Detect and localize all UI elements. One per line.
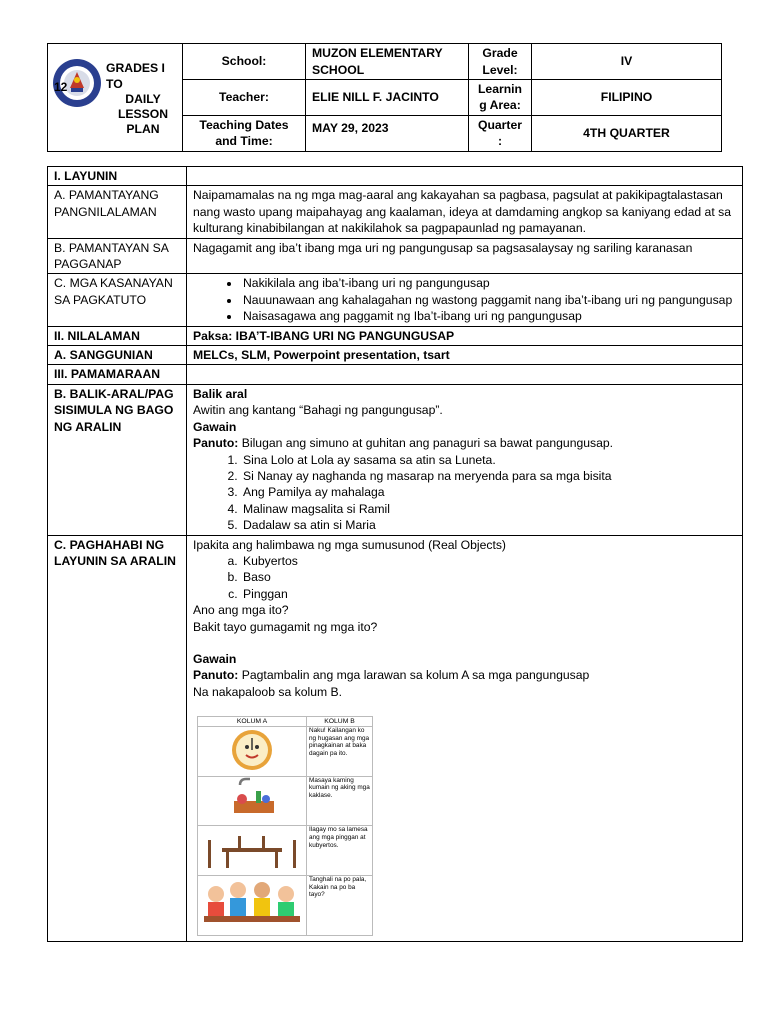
gawain-title-2: Gawain [193, 651, 237, 666]
balik-aral-title: Balik aral [193, 386, 248, 401]
list-item: 5. Dadalaw sa atin si Maria [241, 517, 736, 533]
sink-image [198, 776, 307, 826]
school-value: MUZON ELEMENTARY SCHOOL [306, 44, 469, 80]
panuto-label: Panuto: [193, 436, 239, 451]
kolum-b-text-4: Tanghali na po pala, Kakain na po ba tayo? [307, 875, 373, 935]
area-label: Learnin g Area: [469, 80, 532, 116]
clock-image [198, 727, 307, 777]
paghahabi-intro: Ipakita ang halimbawa ng mga sumusunod (Real Objects) [193, 537, 506, 552]
school-label: School: [183, 44, 306, 80]
grades-12-label: 12 [54, 80, 68, 94]
panuto-text: Bilugan ang simuno at guhitan ang panaguri sa bawat pangungusap. [238, 436, 614, 451]
area-value: FILIPINO [532, 80, 722, 116]
clock-icon [198, 727, 306, 773]
pamamaraan-heading: III. PAMAMARAAN [48, 365, 187, 384]
spacer [193, 635, 736, 651]
nilalaman-text: Paksa: IBA’T-IBANG URI NG PANGUNGUSAP [187, 326, 743, 345]
panuto-text-2: Pagtambalin ang mga larawan sa kolum A sa mga pangungusap [238, 668, 590, 683]
question-1: Ano ang mga ito? [193, 603, 289, 618]
dll-label: DAILY LESSON PLAN [117, 92, 169, 136]
balik-list [193, 452, 736, 534]
lesson-plan-table [47, 166, 743, 942]
grades-label: GRADES I TO [106, 61, 165, 92]
gawain-title: Gawain [193, 419, 237, 434]
kids-eating-icon [198, 876, 306, 932]
balik-panuto [193, 435, 736, 451]
kolum-b-header: KOLUM B [307, 717, 373, 727]
pamantayang-text: Naipamamalas na ng mga mag-aaral ang kakayahan sa pagbasa, pagsulat at pakikipagtalastasan nang wasto upang maipahayag ang kaalaman, ideya at damdaming angkop sa kaniyang edad at sa kulturang kinabibilangan at nakikilahok sa pagpapaunlad ng pamayanan. [187, 186, 743, 238]
balik-aral-cell [187, 384, 743, 535]
balik-aral-label: B. BALIK-ARAL/PAGSISIMULA NG BAGONG ARALIN [48, 384, 187, 535]
kolum-b-text-1: Naku! Kailangan ko ng hugasan ang mga pinagkainan at baka dagain pa ito. [307, 727, 373, 777]
kids-image [198, 875, 307, 935]
nilalaman-heading: II. NILALAMAN [48, 326, 187, 345]
grade-label: Grade Level: [469, 44, 532, 80]
pagganap-text: Nagagamit ang iba’t ibang mga uri ng pangungusap sa pagsasalaysay ng sariling karanasan [187, 238, 743, 274]
pamamaraan-empty [187, 365, 743, 384]
paghahabi-label: C. PAGHAHABI NG LAYUNIN SA ARALIN [48, 535, 187, 941]
pamantayang-label: A. PAMANTAYANG PANGNILALAMAN [48, 186, 187, 238]
balik-aral-line: Awitin ang kantang “Bahagi ng pangungusap”. [193, 403, 443, 418]
layunin-heading: I. LAYUNIN [48, 167, 187, 186]
list-item: 3. Ang Pamilya ay mahalaga [241, 484, 736, 500]
list-item: c. Pinggan [241, 586, 736, 602]
objects-list [193, 553, 736, 602]
list-item: • Nauunawaan ang kahalagahan ng wastong paggamit nang iba’t-ibang uri ng pangungusap [241, 292, 736, 308]
kasanayan-list [193, 275, 736, 324]
kolum-b-text-3: Ilagay mo sa lamesa ang mga pinggan at kubyertos. [307, 826, 373, 876]
pagganap-label: B. PAMANTAYAN SA PAGGANAP [48, 238, 187, 274]
list-item: 4. Malinaw magsalita si Ramil [241, 501, 736, 517]
question-2: Bakit tayo gumagamit ng mga ito? [193, 619, 378, 634]
list-item: 2. Si Nanay ay naghanda ng masarap na meryenda para sa mga bisita [241, 468, 736, 484]
list-item: • Nakikilala ang iba’t-ibang uri ng pangungusap [241, 275, 736, 291]
quarter-value: 4TH QUARTER [532, 115, 722, 151]
dining-table-icon [198, 826, 306, 872]
list-item: 1. Sina Lolo at Lola ay sasama sa atin sa Luneta. [241, 452, 736, 468]
teacher-value: ELIE NILL F. JACINTO [306, 80, 469, 116]
list-item: • Naisasagawa ang paggamit ng Iba’t-ibang uri ng pangungusap [241, 308, 736, 324]
kitchen-sink-icon [198, 777, 306, 823]
list-item: a. Kubyertos [241, 553, 736, 569]
quarter-label: Quarter : [469, 115, 532, 151]
kasanayan-label: C. MGA KASANAYAN SA PAGKATUTO [48, 274, 187, 326]
kolum-a-header: KOLUM A [198, 717, 307, 727]
header-table [47, 43, 722, 152]
sanggunian-text: MELCs, SLM, Powerpoint presentation, tsart [187, 346, 743, 365]
pag-panuto-2: Na nakapaloob sa kolum B. [193, 684, 343, 699]
teacher-label: Teacher: [183, 80, 306, 116]
paghahabi-cell [187, 535, 743, 941]
logo-cell [48, 44, 183, 152]
table-image [198, 826, 307, 876]
grade-value: IV [532, 44, 722, 80]
layunin-empty [187, 167, 743, 186]
kolum-b-text-2: Masaya kaming kumain ng aking mga kaklase. [307, 776, 373, 826]
kasanayan-cell [187, 274, 743, 326]
sanggunian-heading: A. SANGGUNIAN [48, 346, 187, 365]
dates-value: MAY 29, 2023 [306, 115, 469, 151]
list-item: b. Baso [241, 569, 736, 585]
matching-table [197, 716, 373, 935]
panuto-label-2: Panuto: [193, 668, 239, 683]
dates-label: Teaching Dates and Time: [183, 115, 306, 151]
pag-panuto [193, 667, 736, 683]
